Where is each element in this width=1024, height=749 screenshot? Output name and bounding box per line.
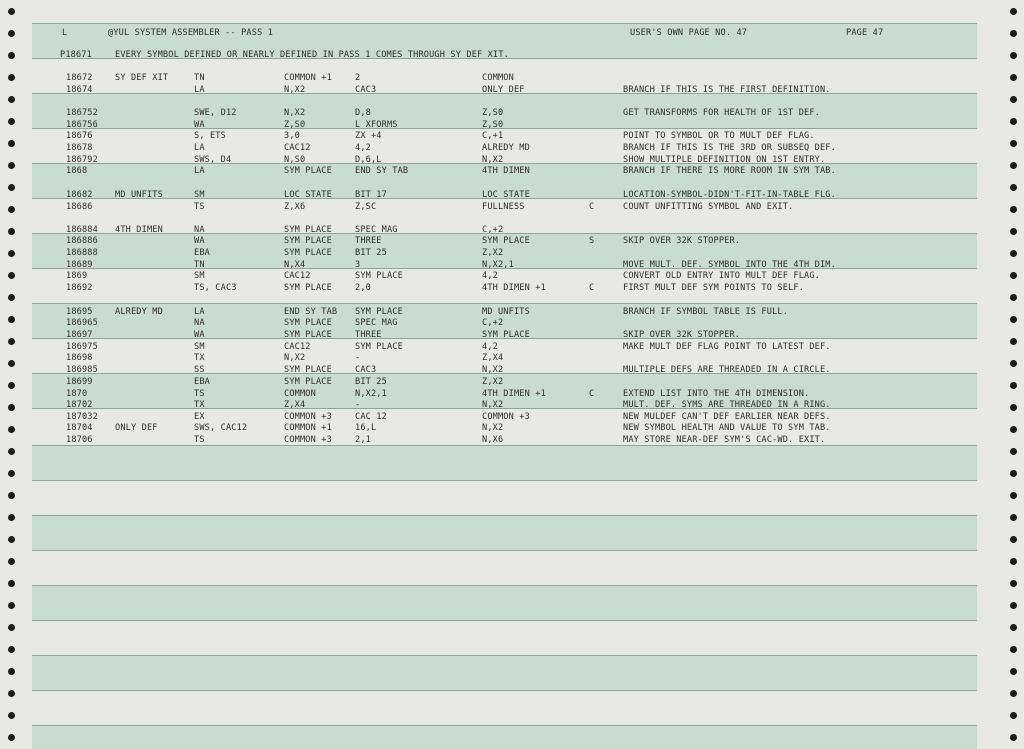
- row-op: TN: [194, 73, 205, 83]
- row-addr: Z,X6: [284, 202, 306, 212]
- feed-hole: [8, 712, 15, 719]
- feed-hole: [1010, 294, 1017, 301]
- intro-line-number: P18671: [60, 50, 92, 60]
- row-operand3: COMMON: [482, 73, 514, 83]
- row-comment: SHOW MULTIPLE DEFINITION ON 1ST ENTRY.: [623, 155, 826, 165]
- row-comment: BRANCH IF THIS IS THE FIRST DEFINITION.: [623, 85, 831, 95]
- row-comment: NEW SYMBOL HEALTH AND VALUE TO SYM TAB.: [623, 423, 831, 433]
- feed-hole: [1010, 140, 1017, 147]
- row-operand2: BIT 25: [355, 248, 387, 258]
- row-op: EBA: [194, 377, 210, 387]
- row-operand2: CAC3: [355, 85, 377, 95]
- row-operand2: N,X2,1: [355, 389, 387, 399]
- row-label: MD UNFITS: [115, 190, 163, 200]
- row-label: 4TH DIMEN: [115, 225, 163, 235]
- row-op: WA: [194, 236, 205, 246]
- feed-hole: [8, 624, 15, 631]
- row-operand2: SPEC MAG: [355, 318, 398, 328]
- row-loc: 18678: [66, 143, 93, 153]
- row-operand2: D,8: [355, 108, 371, 118]
- feed-hole: [8, 536, 15, 543]
- row-op: LA: [194, 307, 205, 317]
- row-op: NA: [194, 225, 205, 235]
- row-loc: 186792: [66, 155, 98, 165]
- row-addr: LOC STATE: [284, 190, 332, 200]
- row-loc: 186965: [66, 318, 98, 328]
- row-addr: COMMON: [284, 389, 316, 399]
- row-loc: 18682: [66, 190, 93, 200]
- feed-hole: [1010, 228, 1017, 235]
- band-rule: [32, 515, 977, 516]
- band-rule: [32, 23, 977, 24]
- feed-hole: [1010, 470, 1017, 477]
- row-addr: N,X2: [284, 108, 306, 118]
- band-rule: [32, 373, 977, 374]
- row-operand2: END SY TAB: [355, 166, 409, 176]
- band-rule: [32, 480, 977, 481]
- feed-hole: [1010, 558, 1017, 565]
- row-addr: SYM PLACE: [284, 330, 332, 340]
- feed-hole: [1010, 184, 1017, 191]
- feed-hole: [1010, 536, 1017, 543]
- feed-hole: [8, 96, 15, 103]
- feed-hole: [8, 492, 15, 499]
- row-comment: BRANCH IF SYMBOL TABLE IS FULL.: [623, 307, 789, 317]
- row-op: SWE, D12: [194, 108, 237, 118]
- row-comment: SKIP OVER 32K STOPPER.: [623, 330, 741, 340]
- row-op: LA: [194, 85, 205, 95]
- row-operand2: CAC3: [355, 365, 377, 375]
- row-addr: SYM PLACE: [284, 318, 332, 328]
- feed-hole: [1010, 74, 1017, 81]
- feed-hole: [8, 272, 15, 279]
- row-addr: COMMON +1: [284, 423, 332, 433]
- row-addr: SYM PLACE: [284, 283, 332, 293]
- row-addr: N,X4: [284, 260, 306, 270]
- band-rule: [32, 233, 977, 234]
- feed-hole: [1010, 8, 1017, 15]
- row-comment: EXTEND LIST INTO THE 4TH DIMENSION.: [623, 389, 810, 399]
- row-operand2: BIT 17: [355, 190, 387, 200]
- row-operand3: 4TH DIMEN +1: [482, 389, 546, 399]
- row-addr: SYM PLACE: [284, 236, 332, 246]
- feed-hole: [8, 734, 15, 741]
- band-rule: [32, 445, 977, 446]
- band-rule: [32, 725, 977, 726]
- row-operand3: FULLNESS: [482, 202, 525, 212]
- header-user-page: USER'S OWN PAGE NO. 47: [630, 28, 748, 38]
- row-comment: BRANCH IF THERE IS MORE ROOM IN SYM TAB.: [623, 166, 836, 176]
- band-rule: [32, 620, 977, 621]
- band-rule: [32, 550, 977, 551]
- row-op: SWS, D4: [194, 155, 232, 165]
- feed-hole: [8, 206, 15, 213]
- row-op: SWS, CAC12: [194, 423, 248, 433]
- feed-hole: [8, 690, 15, 697]
- row-loc: 18702: [66, 400, 93, 410]
- row-op: LA: [194, 166, 205, 176]
- row-addr: Z,X4: [284, 400, 306, 410]
- feed-hole: [1010, 360, 1017, 367]
- row-loc: 18706: [66, 435, 93, 445]
- row-operand3: N,X2: [482, 155, 504, 165]
- feed-hole: [1010, 338, 1017, 345]
- feed-hole: [1010, 96, 1017, 103]
- band-rule: [32, 163, 977, 164]
- row-op: S, ETS: [194, 131, 226, 141]
- feed-hole: [1010, 580, 1017, 587]
- row-op: TS: [194, 389, 205, 399]
- row-addr: N,X2: [284, 85, 306, 95]
- feed-hole: [8, 580, 15, 587]
- row-loc: 1869: [66, 271, 88, 281]
- feed-hole: [1010, 118, 1017, 125]
- row-operand3: C,+1: [482, 131, 504, 141]
- row-comment: FIRST MULT DEF SYM POINTS TO SELF.: [623, 283, 805, 293]
- row-operand2: SYM PLACE: [355, 307, 403, 317]
- green-band: [32, 445, 977, 480]
- row-loc: 186886: [66, 236, 98, 246]
- row-operand3: ONLY DEF: [482, 85, 525, 95]
- row-comment: MULT. DEF. SYMS ARE THREADED IN A RING.: [623, 400, 831, 410]
- row-addr: COMMON +3: [284, 435, 332, 445]
- feed-hole: [8, 514, 15, 521]
- row-flag: C: [589, 202, 595, 212]
- row-op: SM: [194, 342, 205, 352]
- row-addr: CAC12: [284, 342, 311, 352]
- green-band: [32, 93, 977, 128]
- row-operand2: BIT 25: [355, 377, 387, 387]
- row-operand3: 4TH DIMEN: [482, 166, 530, 176]
- row-loc: 18672: [66, 73, 93, 83]
- feed-hole: [1010, 316, 1017, 323]
- header-page-number: PAGE 47: [846, 28, 884, 38]
- row-comment: NEW MULDEF CAN'T DEF EARLIER NEAR DEFS.: [623, 412, 831, 422]
- row-comment: BRANCH IF THIS IS THE 3RD OR SUBSEQ DEF.: [623, 143, 836, 153]
- row-operand2: THREE: [355, 236, 382, 246]
- green-band: [32, 515, 977, 550]
- row-flag: C: [589, 389, 595, 399]
- row-comment: MAY STORE NEAR-DEF SYM'S CAC-WD. EXIT.: [623, 435, 826, 445]
- feed-hole: [8, 294, 15, 301]
- feed-hole: [8, 8, 15, 15]
- row-loc: 18695: [66, 307, 93, 317]
- row-loc: 186888: [66, 248, 98, 258]
- row-operand2: Z,SC: [355, 202, 377, 212]
- feed-hole: [1010, 426, 1017, 433]
- row-operand3: COMMON +3: [482, 412, 530, 422]
- row-addr: END SY TAB: [284, 307, 338, 317]
- row-loc: 187032: [66, 412, 98, 422]
- band-rule: [32, 303, 977, 304]
- feed-hole: [8, 250, 15, 257]
- row-operand3: C,+2: [482, 225, 504, 235]
- row-op: EX: [194, 412, 205, 422]
- feed-hole: [8, 118, 15, 125]
- feed-hole: [8, 602, 15, 609]
- row-op: WA: [194, 120, 205, 130]
- row-operand3: N,X6: [482, 435, 504, 445]
- row-operand3: Z,X4: [482, 353, 504, 363]
- row-operand2: D,6,L: [355, 155, 382, 165]
- row-comment: MULTIPLE DEFS ARE THREADED IN A CIRCLE.: [623, 365, 831, 375]
- row-op: EBA: [194, 248, 210, 258]
- row-operand3: N,X2: [482, 365, 504, 375]
- feed-hole: [8, 338, 15, 345]
- band-rule: [32, 408, 977, 409]
- feed-hole: [1010, 646, 1017, 653]
- row-comment: POINT TO SYMBOL OR TO MULT DEF FLAG.: [623, 131, 815, 141]
- feed-hole: [1010, 272, 1017, 279]
- row-loc: 18698: [66, 353, 93, 363]
- row-comment: CONVERT OLD ENTRY INTO MULT DEF FLAG.: [623, 271, 820, 281]
- feed-hole: [1010, 382, 1017, 389]
- row-addr: N,S0: [284, 155, 306, 165]
- feed-hole: [8, 426, 15, 433]
- feed-hole: [1010, 448, 1017, 455]
- row-operand3: Z,X2: [482, 377, 504, 387]
- row-operand3: MD UNFITS: [482, 307, 530, 317]
- feed-hole: [1010, 602, 1017, 609]
- row-addr: SYM PLACE: [284, 377, 332, 387]
- row-operand3: LOC STATE: [482, 190, 530, 200]
- feed-hole: [8, 74, 15, 81]
- row-operand2: THREE: [355, 330, 382, 340]
- row-op: TS, CAC3: [194, 283, 237, 293]
- row-operand2: SYM PLACE: [355, 342, 403, 352]
- row-loc: 18692: [66, 283, 93, 293]
- feed-hole: [1010, 734, 1017, 741]
- row-op: WA: [194, 330, 205, 340]
- row-label: ONLY DEF: [115, 423, 158, 433]
- row-label: ALREDY MD: [115, 307, 163, 317]
- feed-hole: [8, 668, 15, 675]
- band-rule: [32, 128, 977, 129]
- row-loc: 18689: [66, 260, 93, 270]
- row-op: TX: [194, 400, 205, 410]
- row-loc: 186756: [66, 120, 98, 130]
- feed-hole: [1010, 250, 1017, 257]
- row-addr: 3,0: [284, 131, 300, 141]
- row-addr: SYM PLACE: [284, 365, 332, 375]
- band-rule: [32, 655, 977, 656]
- row-addr: SYM PLACE: [284, 248, 332, 258]
- row-loc: 18697: [66, 330, 93, 340]
- feed-hole: [8, 382, 15, 389]
- green-band: [32, 585, 977, 620]
- header-title: @YUL SYSTEM ASSEMBLER -- PASS 1: [108, 28, 274, 38]
- feed-hole: [8, 404, 15, 411]
- feed-hole: [1010, 404, 1017, 411]
- row-label: SY DEF XIT: [115, 73, 169, 83]
- feed-hole: [1010, 712, 1017, 719]
- feed-hole: [8, 30, 15, 37]
- row-addr: Z,S0: [284, 120, 306, 130]
- header-mark: L: [62, 28, 68, 38]
- row-loc: 186985: [66, 365, 98, 375]
- row-operand2: 2,1: [355, 435, 371, 445]
- row-operand3: SYM PLACE: [482, 236, 530, 246]
- row-op: SM: [194, 190, 205, 200]
- row-op: SS: [194, 365, 205, 375]
- row-addr: SYM PLACE: [284, 166, 332, 176]
- row-operand2: 2: [355, 73, 361, 83]
- row-operand2: 2,0: [355, 283, 371, 293]
- row-operand2: 4,2: [355, 143, 371, 153]
- row-op: SM: [194, 271, 205, 281]
- row-loc: 186975: [66, 342, 98, 352]
- feed-hole: [8, 558, 15, 565]
- row-operand2: SYM PLACE: [355, 271, 403, 281]
- row-op: TX: [194, 353, 205, 363]
- feed-hole: [1010, 30, 1017, 37]
- row-operand3: N,X2: [482, 400, 504, 410]
- band-rule: [32, 690, 977, 691]
- row-flag: C: [589, 283, 595, 293]
- feed-hole: [8, 448, 15, 455]
- row-comment: MOVE MULT. DEF. SYMBOL INTO THE 4TH DIM.: [623, 260, 836, 270]
- feed-hole: [8, 316, 15, 323]
- feed-hole: [1010, 492, 1017, 499]
- row-operand2: 16,L: [355, 423, 377, 433]
- row-addr: N,X2: [284, 353, 306, 363]
- row-op: NA: [194, 318, 205, 328]
- row-loc: 186752: [66, 108, 98, 118]
- row-addr: COMMON +1: [284, 73, 332, 83]
- intro-text: EVERY SYMBOL DEFINED OR NEARLY DEFINED IN PASS 1 COMES THROUGH SY DEF XIT.: [115, 50, 509, 60]
- row-operand3: C,+2: [482, 318, 504, 328]
- green-band: [32, 725, 977, 749]
- row-addr: CAC12: [284, 271, 311, 281]
- row-operand2: SPEC MAG: [355, 225, 398, 235]
- row-loc: 18674: [66, 85, 93, 95]
- row-loc: 1868: [66, 166, 88, 176]
- row-loc: 18704: [66, 423, 93, 433]
- feed-hole: [8, 228, 15, 235]
- row-op: TN: [194, 260, 205, 270]
- feed-hole: [8, 140, 15, 147]
- row-comment: MAKE MULT DEF FLAG POINT TO LATEST DEF.: [623, 342, 831, 352]
- feed-hole: [8, 360, 15, 367]
- row-op: TS: [194, 202, 205, 212]
- row-operand3: N,X2,1: [482, 260, 514, 270]
- row-operand2: CAC 12: [355, 412, 387, 422]
- row-addr: COMMON +3: [284, 412, 332, 422]
- feed-hole: [8, 184, 15, 191]
- row-op: LA: [194, 143, 205, 153]
- row-operand3: Z,S0: [482, 108, 504, 118]
- row-operand2: 3: [355, 260, 361, 270]
- row-operand3: 4,2: [482, 271, 498, 281]
- feed-hole: [1010, 52, 1017, 59]
- row-loc: 1870: [66, 389, 88, 399]
- row-operand3: 4,2: [482, 342, 498, 352]
- row-comment: SKIP OVER 32K STOPPER.: [623, 236, 741, 246]
- row-operand2: L XFORMS: [355, 120, 398, 130]
- row-comment: GET TRANSFORMS FOR HEALTH OF 1ST DEF.: [623, 108, 820, 118]
- row-operand2: ZX +4: [355, 131, 382, 141]
- row-operand3: 4TH DIMEN +1: [482, 283, 546, 293]
- row-loc: 18676: [66, 131, 93, 141]
- feed-hole: [8, 646, 15, 653]
- row-operand2: -: [355, 400, 361, 410]
- row-operand3: ALREDY MD: [482, 143, 530, 153]
- row-comment: LOCATION-SYMBOL-DIDN'T-FIT-IN-TABLE FLG.: [623, 190, 836, 200]
- feed-hole: [8, 470, 15, 477]
- row-loc: 186884: [66, 225, 98, 235]
- row-loc: 18686: [66, 202, 93, 212]
- feed-hole: [1010, 206, 1017, 213]
- row-operand3: SYM PLACE: [482, 330, 530, 340]
- feed-hole: [8, 52, 15, 59]
- row-loc: 18699: [66, 377, 93, 387]
- green-band: [32, 655, 977, 690]
- row-operand2: -: [355, 353, 361, 363]
- row-op: TS: [194, 435, 205, 445]
- row-operand3: Z,S0: [482, 120, 504, 130]
- row-addr: CAC12: [284, 143, 311, 153]
- feed-hole: [1010, 514, 1017, 521]
- feed-hole: [8, 162, 15, 169]
- row-comment: COUNT UNFITTING SYMBOL AND EXIT.: [623, 202, 794, 212]
- feed-hole: [1010, 162, 1017, 169]
- feed-hole: [1010, 690, 1017, 697]
- feed-hole: [1010, 624, 1017, 631]
- feed-hole: [1010, 668, 1017, 675]
- band-rule: [32, 585, 977, 586]
- row-flag: S: [589, 236, 595, 246]
- row-operand3: N,X2: [482, 423, 504, 433]
- row-operand3: Z,X2: [482, 248, 504, 258]
- row-addr: SYM PLACE: [284, 225, 332, 235]
